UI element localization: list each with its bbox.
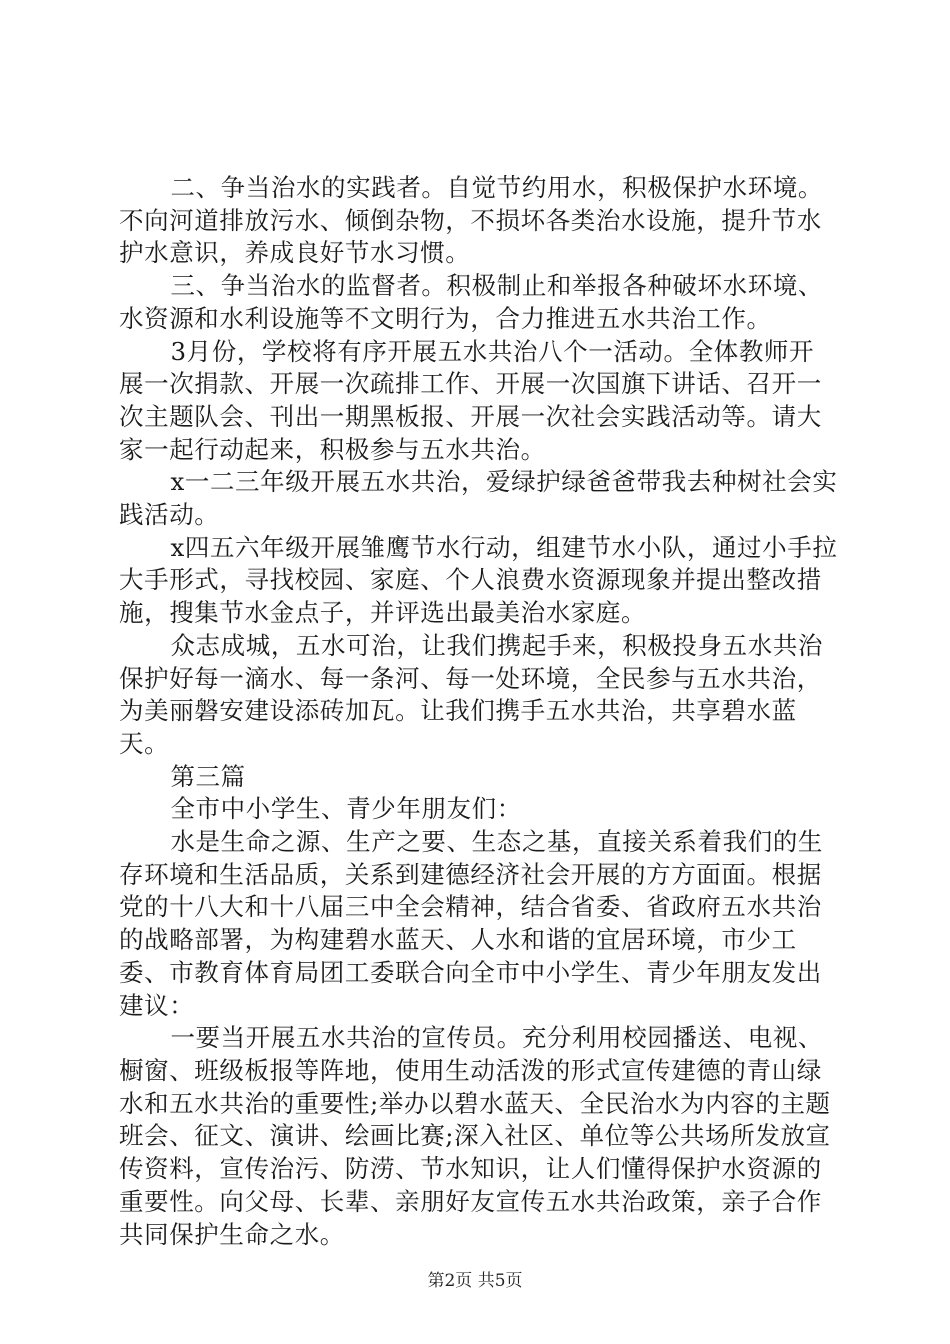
paragraph-closing-call: 众志成城，五水可治，让我们携起手来，积极投身五水共治保护好每一滴水、每一条河、每一处环境，全民参与五水共治，为美丽磐安建设添砖加瓦。让我们携手五水共治，共享碧水蓝天。 [119,630,824,758]
paragraph-publicist: 一要当开展五水共治的宣传员。充分利用校园播送、电视、橱窗、班级板报等阵地，使用生动活泼的形式宣传建德的青山绿水和五水共治的重要性;举办以碧水蓝天、全民治水为内容的主题班会、征文、演讲、绘画比赛;深入社区、单位等公共场所发放宣传资料，宣传治污、防涝、节水知识，让人们懂得保护水资源的重要性。向父母、长辈、亲朋好友宣传五水共治政策，亲子合作共同保护生命之水。 [119,1023,831,1249]
paragraph-practitioner: 二、争当治水的实践者。自觉节约用水，积极保护水环境。不向河道排放污水、倾倒杂物，不损坏各类治水设施，提升节水护水意识，养成良好节水习惯。 [119,173,824,268]
paragraph-water-intro: 水是生命之源、生产之要、生态之基，直接关系着我们的生存环境和生活品质，关系到建德经济社会开展的方方面面。根据党的十八大和十八届三中全会精神，结合省委、省政府五水共治的战略部署，为构建碧水蓝天、人水和谐的宜居环境，市少工委、市教育体育局团工委联合向全市中小学生、青少年朋友发出建议： [119,827,824,1020]
section-heading: 第三篇 [170,761,246,791]
salutation: 全市中小学生、青少年朋友们： [170,794,522,824]
document-body [119,172,839,1251]
paragraph-grades-4-6: x四五六年级开展雏鹰节水行动，组建节水小队，通过小手拉大手形式，寻找校园、家庭、个人浪费水资源现象并提出整改措施，搜集节水金点子，并评选出最美治水家庭。 [119,532,838,628]
paragraph-grades-1-3: x一二三年级开展五水共治，爱绿护绿爸爸带我去种树社会实践活动。 [119,467,838,530]
paragraph-supervisor: 三、争当治水的监督者。积极制止和举报各种破坏水环境、水资源和水利设施等不文明行为，合力推进五水共治工作。 [119,271,824,333]
page-footer: 第2页 共5页 [427,1271,523,1291]
paragraph-march-activities: 3月份，学校将有序开展五水共治八个一活动。全体教师开展一次捐款、开展一次疏排工作、开展一次国旗下讲话、召开一次主题队会、刊出一期黑板报、开展一次社会实践活动等。请大家一起行动起来，积极参与五水共治。 [119,336,822,464]
